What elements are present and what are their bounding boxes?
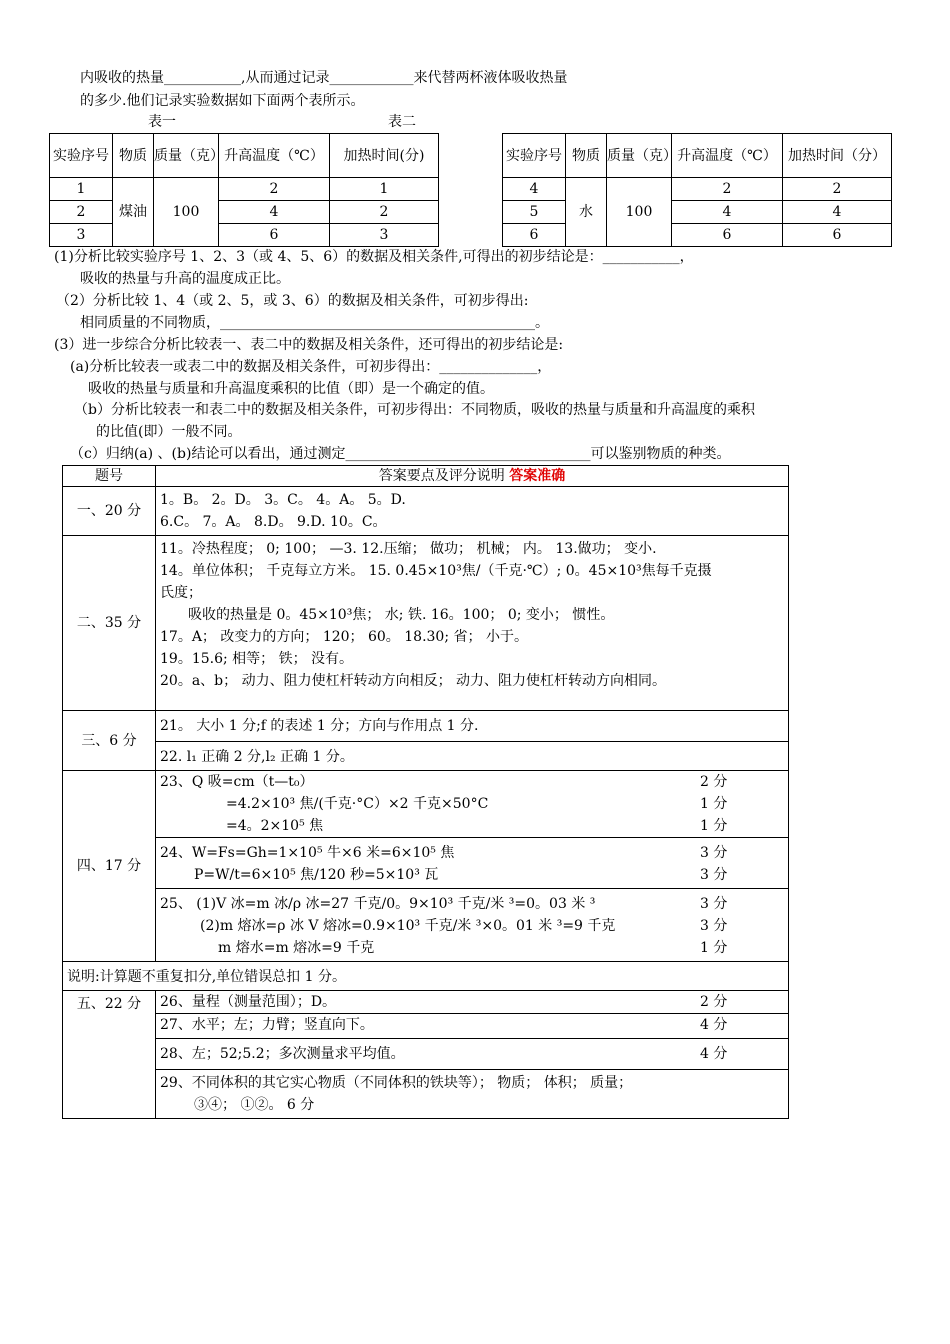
question-2: （2）分析比较 1、4（或 2、5，或 3、6）的数据及相关条件，可初步得出: (56, 293, 529, 309)
answer-header-note: 答案准确 (509, 468, 566, 484)
section-3-label: 三、6 分 (63, 711, 156, 771)
table2-caption: 表二 (388, 114, 416, 130)
answer-line: 23、Q 吸=cm（t—t₀） (160, 774, 314, 790)
table1-cell: 3 (330, 224, 439, 247)
question-1: (1)分析比较实验序号 1、2、3（或 4、5、6）的数据及相关条件,可得出的初步结论是：___________， (54, 249, 694, 265)
score: 1 分 (700, 796, 728, 812)
score: 2 分 (700, 774, 728, 790)
score: 4 分 (700, 1017, 728, 1033)
answer-line: ③④； ①②。 6 分 (194, 1097, 315, 1113)
table2-mass: 100 (607, 178, 672, 247)
answer-line: =4.2×10³ 焦/(千克·°C）×2 千克×50°C (226, 796, 489, 812)
answer-line: =4。2×10⁵ 焦 (226, 818, 324, 834)
section-5-label: 五、22 分 (63, 991, 156, 1119)
table-2 (502, 133, 892, 247)
table1-cell: 3 (50, 224, 113, 247)
score: 2 分 (700, 994, 728, 1010)
score: 1 分 (700, 818, 728, 834)
answer-line: 14。单位体积； 千克每立方米。 15. 0.45×10³焦/（千克·℃）; 0。45×10³焦每千克摄 (160, 563, 712, 579)
table2-cell: 4 (503, 178, 566, 201)
answer-line: 氏度； (160, 585, 202, 601)
table2-header: 物质 (566, 134, 607, 178)
table2-cell: 6 (672, 224, 783, 247)
question-2-cont: 相同质量的不同物质，_____________________________________________。 (80, 315, 549, 331)
answer-line: m 熔水=m 熔冰=9 千克 (218, 940, 375, 956)
table1-cell: 1 (50, 178, 113, 201)
question-28-answer (156, 1039, 789, 1070)
question-3a-cont: 吸收的热量与质量和升高温度乘积的比值（即）是一个确定的值。 (88, 381, 494, 397)
answer-line: 20。a、b； 动力、阻力使杠杆转动方向相反； 动力、阻力使杠杆转动方向相同。 (160, 673, 667, 689)
question-25-answer (156, 889, 789, 962)
table2-cell: 2 (783, 178, 892, 201)
score: 4 分 (700, 1046, 728, 1062)
answer-line: 28、左；52;5.2；多次测量求平均值。 (160, 1046, 405, 1062)
answer-line: 25、 (1)V 冰=m 冰/ρ 冰=27 千克/0。9×10³ 千克/米 ³=0。03 米 ³ (160, 896, 596, 912)
section-2-answers (156, 536, 789, 711)
answer-line: 21。 大小 1 分;f 的表述 1 分；方向与作用点 1 分. (156, 711, 789, 742)
table2-cell: 5 (503, 201, 566, 224)
table1-header: 质量（克） (154, 134, 219, 178)
table1-cell: 2 (50, 201, 113, 224)
table1-header: 加热时间(分) (330, 134, 439, 178)
section-1-label: 一、20 分 (63, 487, 156, 536)
table2-cell: 6 (503, 224, 566, 247)
answer-line: (2)m 熔冰=ρ 冰 V 熔冰=0.9×10³ 千克/米 ³×0。01 米 ³=9 千克 (200, 918, 616, 934)
table2-cell: 6 (783, 224, 892, 247)
table2-header: 实验序号 (503, 134, 566, 178)
question-3b: （b）分析比较表一和表二中的数据及相关条件，可初步得出：不同物质，吸收的热量与质量和升高温度的乘积 (74, 402, 755, 418)
answer-line: 6.C。 7。A。 8.D。 9.D. 10。C。 (160, 514, 387, 530)
question-1-cont: 吸收的热量与升高的温度成正比。 (80, 271, 290, 287)
question-23-answer (156, 771, 789, 838)
section-2-label: 二、35 分 (63, 536, 156, 711)
table2-header: 加热时间（分） (783, 134, 892, 178)
table1-cell: 2 (219, 178, 330, 201)
table2-material: 水 (566, 178, 607, 247)
table1-caption: 表一 (148, 114, 176, 130)
table2-header: 升高温度（℃） (672, 134, 783, 178)
answer-line: 19。15.6; 相等； 铁； 没有。 (160, 651, 354, 667)
answer-line: 24、W=Fs=Gh=1×10⁵ 牛×6 米=6×10⁵ 焦 (160, 845, 455, 861)
table2-cell: 4 (672, 201, 783, 224)
table-1 (49, 133, 439, 247)
answer-line: 22. l₁ 正确 2 分,l₂ 正确 1 分。 (156, 742, 789, 771)
intro-line-2: 的多少.他们记录实验数据如下面两个表所示。 (80, 93, 365, 109)
answer-line: 1。B。 2。D。 3。C。 4。A。 5。D. (160, 492, 406, 508)
answer-line: 29、不同体积的其它实心物质（不同体积的铁块等）； 物质； 体积； 质量； (160, 1075, 633, 1091)
question-3a: (a)分析比较表一或表二中的数据及相关条件，可初步得出：______________， (70, 359, 552, 375)
table2-cell: 4 (783, 201, 892, 224)
question-27-answer (156, 1014, 789, 1039)
table1-cell: 6 (219, 224, 330, 247)
answer-line: 11。冷热程度； 0; 100； —3. 12.压缩； 做功； 机械； 内。 13.做功； 变小. (160, 541, 657, 557)
answer-line: P=W/t=6×10⁵ 焦/120 秒=5×10³ 瓦 (194, 867, 439, 883)
table1-header: 实验序号 (50, 134, 113, 178)
table2-header: 质量（克） (607, 134, 672, 178)
question-24-answer (156, 838, 789, 889)
table1-cell: 1 (330, 178, 439, 201)
question-26-answer (156, 991, 789, 1014)
table1-mass: 100 (154, 178, 219, 247)
table1-header: 升高温度（℃） (219, 134, 330, 178)
score: 3 分 (700, 845, 728, 861)
answer-line: 26、量程（测量范围）；D。 (160, 994, 337, 1010)
answer-line: 17。A； 改变力的方向； 120； 60。 18.30; 省； 小于。 (160, 629, 528, 645)
score: 1 分 (700, 940, 728, 956)
scoring-note: 说明:计算题不重复扣分,单位错误总扣 1 分。 (63, 962, 789, 991)
score: 3 分 (700, 896, 728, 912)
answer-line: 吸收的热量是 0。45×10³焦； 水; 铁. 16。100； 0; 变小； 惯性。 (188, 607, 615, 623)
score: 3 分 (700, 918, 728, 934)
answer-header (156, 466, 789, 487)
table1-cell: 4 (219, 201, 330, 224)
table1-material: 煤油 (113, 178, 154, 247)
question-29-answer (156, 1070, 789, 1119)
table2-cell: 2 (672, 178, 783, 201)
answer-header-number: 题号 (63, 466, 156, 487)
table1-cell: 2 (330, 201, 439, 224)
answer-line: 27、水平；左；力臂；竖直向下。 (160, 1017, 374, 1033)
score: 3 分 (700, 867, 728, 883)
answer-header-desc: 答案要点及评分说明 (378, 468, 505, 484)
table1-header: 物质 (113, 134, 154, 178)
intro-line-1: 内吸收的热量___________,从而通过记录____________来代替两杯液体吸收热量 (80, 70, 568, 86)
question-3b-cont: 的比值(即）一般不同。 (96, 424, 242, 440)
question-3c: （c）归纳(a) 、(b)结论可以看出，通过测定___________________________________可以鉴别物质的种类。 (70, 446, 731, 462)
section-4-label: 四、17 分 (63, 771, 156, 962)
answer-table (62, 465, 789, 1119)
section-1-answers (156, 487, 789, 536)
question-3: (3）进一步综合分析比较表一、表二中的数据及相关条件，还可得出的初步结论是: (54, 337, 564, 353)
